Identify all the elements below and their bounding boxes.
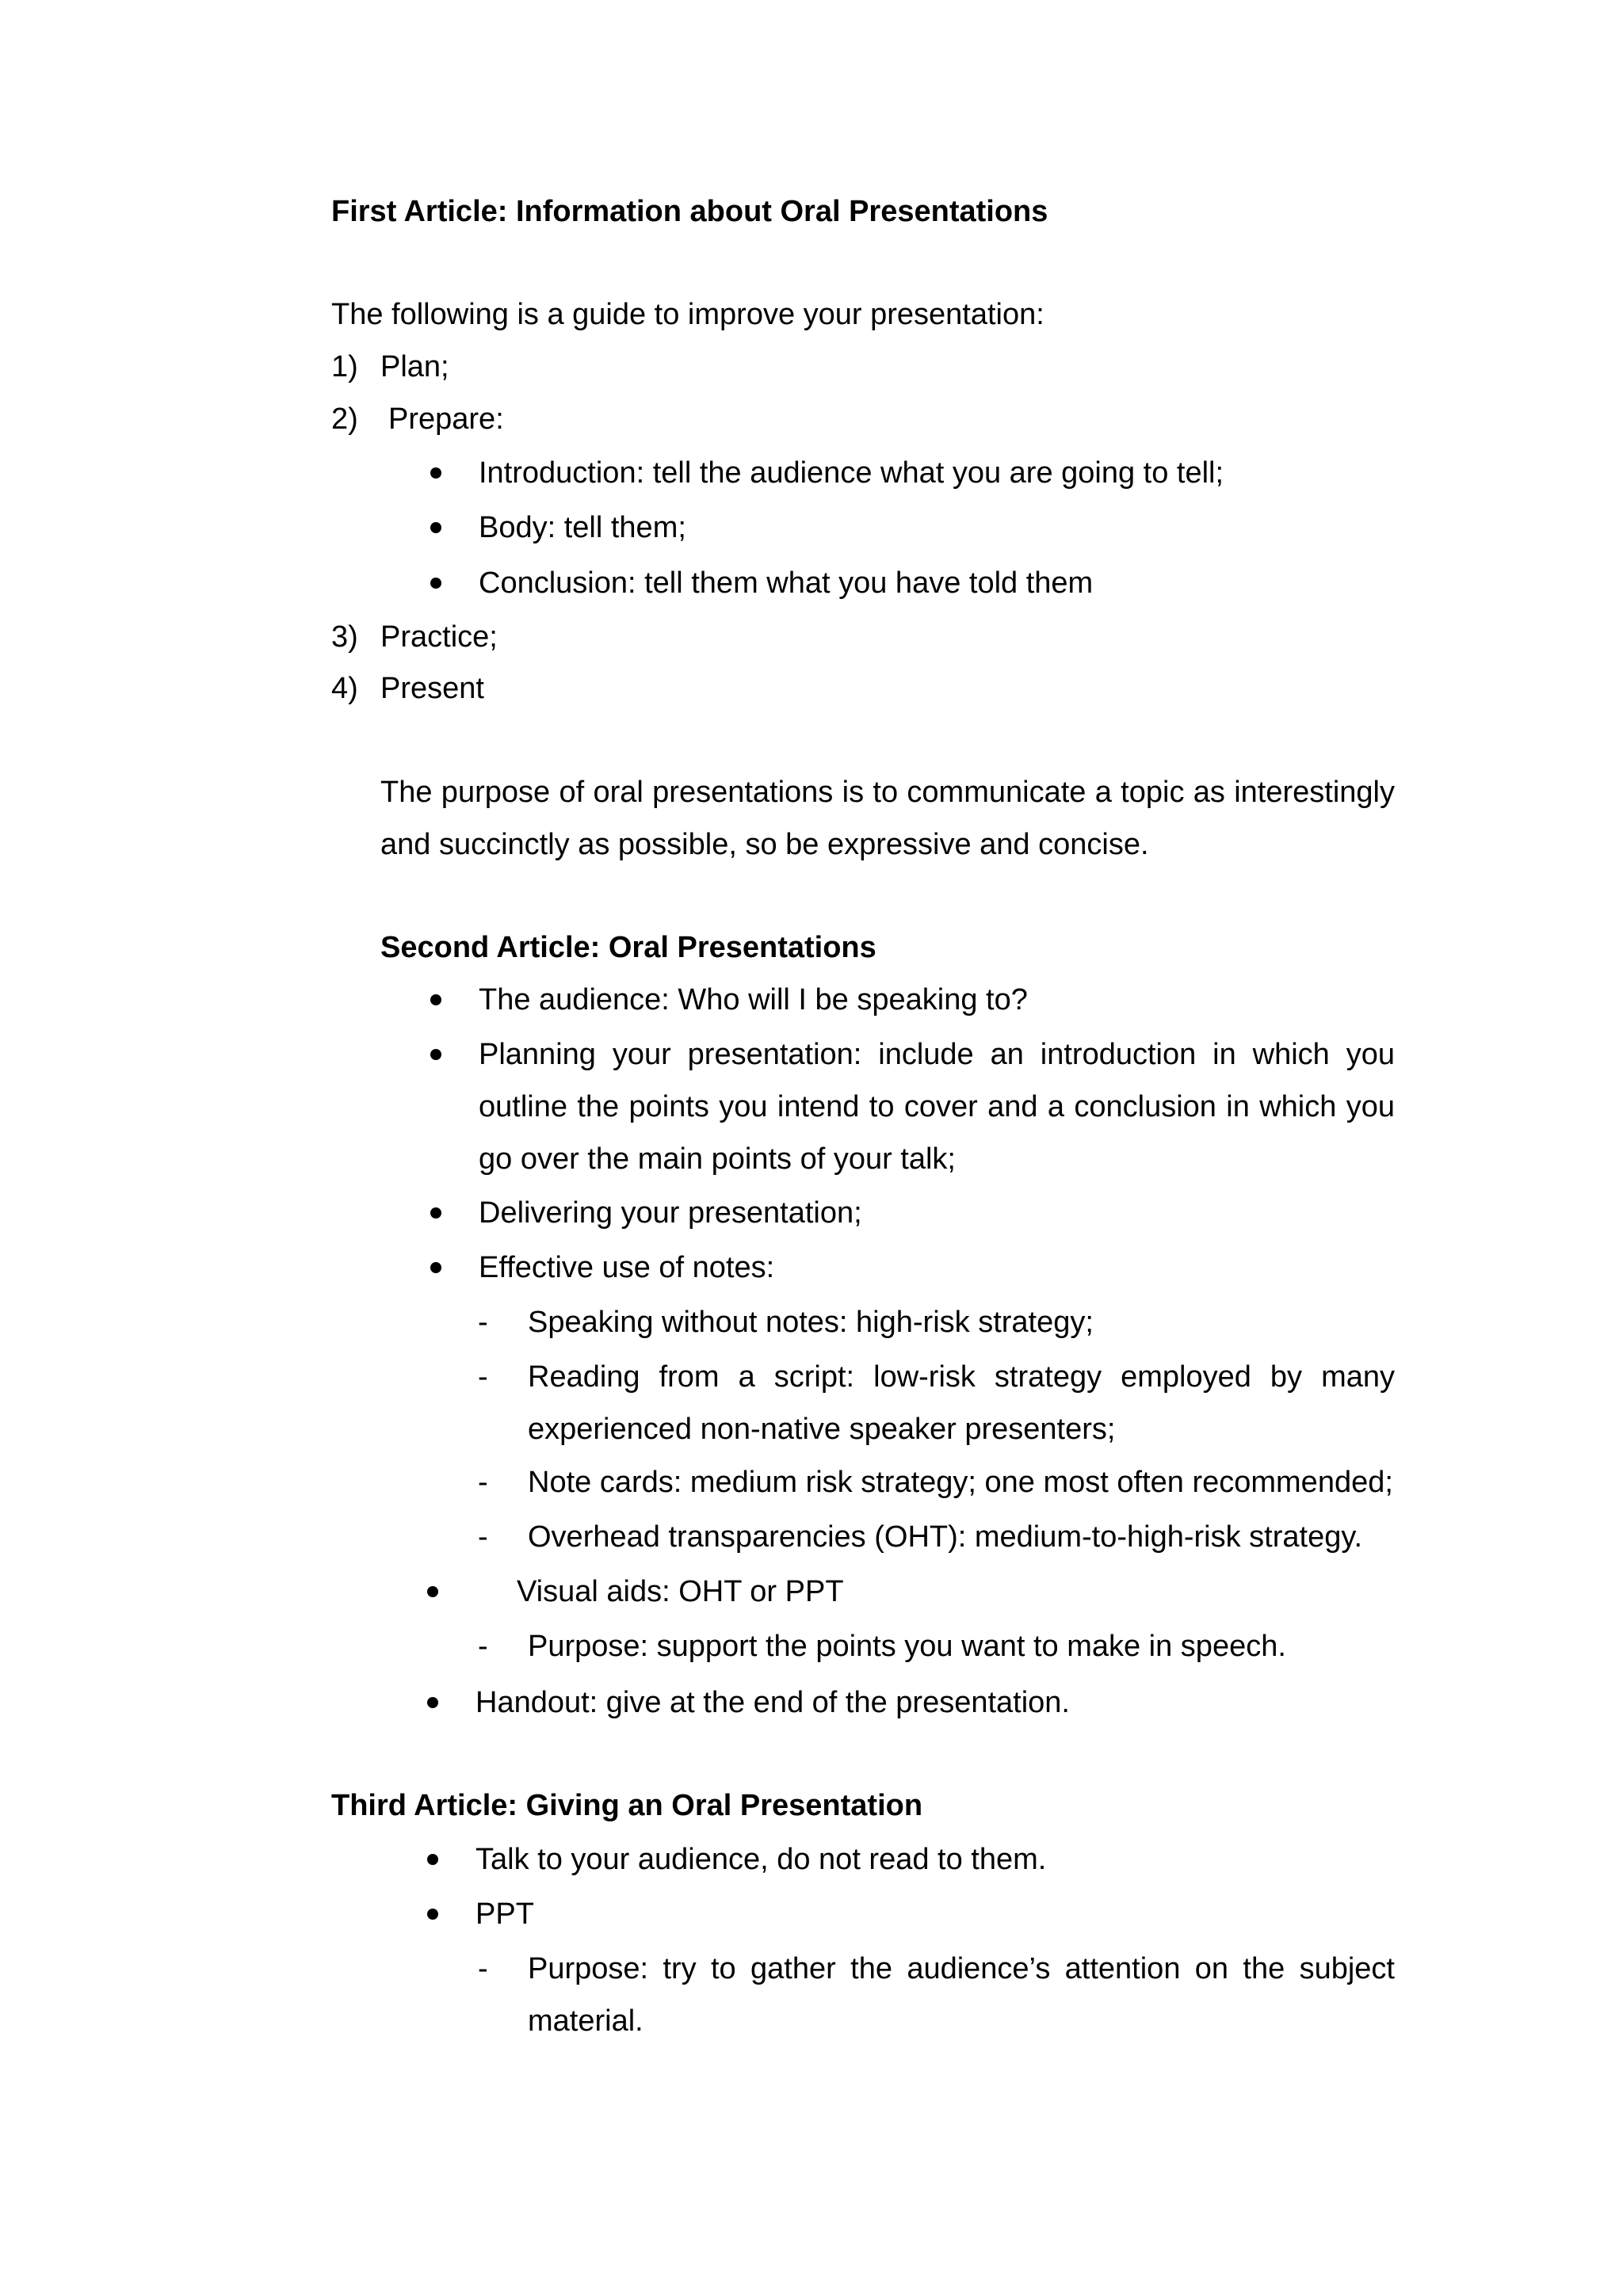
- prepare-introduction: Introduction: tell the audience what you are going to tell;: [479, 456, 1224, 490]
- visual-aids-item: Visual aids: OHT or PPT: [517, 1575, 844, 1608]
- notes-script-line: experienced non-native speaker presenters;: [528, 1413, 1116, 1446]
- step-number: 1): [331, 350, 358, 383]
- bullet-icon: [427, 1586, 438, 1597]
- ppt-item: PPT: [475, 1897, 534, 1931]
- ppt-purpose-line: material.: [528, 2004, 643, 2038]
- second-article-heading: Second Article: Oral Presentations: [380, 931, 876, 964]
- talk-item: Talk to your audience, do not read to them.: [475, 1843, 1047, 1876]
- step-number: 4): [331, 672, 358, 705]
- prepare-conclusion: Conclusion: tell them what you have told them: [479, 566, 1094, 600]
- bullet-icon: [430, 467, 441, 479]
- step-plan: Plan;: [380, 350, 449, 383]
- planning-item-line: Planning your presentation: include an introduction in which you: [479, 1038, 1395, 1071]
- planning-item-line: go over the main points of your talk;: [479, 1142, 956, 1176]
- first-article-heading: First Article: Information about Oral Presentations: [331, 195, 1048, 228]
- handout-item: Handout: give at the end of the presentation.: [475, 1686, 1070, 1719]
- step-practice: Practice;: [380, 620, 498, 654]
- prepare-body: Body: tell them;: [479, 511, 686, 544]
- bullet-icon: [430, 1207, 441, 1219]
- notes-without: Speaking without notes: high-risk strategy;: [528, 1306, 1094, 1339]
- audience-item: The audience: Who will I be speaking to?: [479, 983, 1028, 1016]
- ppt-purpose-line: Purpose: try to gather the audience’s attention on the subject: [528, 1952, 1395, 1985]
- dash-marker: -: [478, 1952, 488, 1985]
- bullet-icon: [427, 1697, 438, 1708]
- purpose-paragraph-line: and succinctly as possible, so be expressive and concise.: [380, 828, 1149, 861]
- dash-marker: -: [478, 1520, 488, 1554]
- bullet-icon: [427, 1909, 438, 1920]
- delivering-item: Delivering your presentation;: [479, 1196, 862, 1230]
- third-article-heading: Third Article: Giving an Oral Presentation: [331, 1789, 923, 1822]
- bullet-icon: [427, 1854, 438, 1865]
- step-number: 3): [331, 620, 358, 654]
- guide-intro: The following is a guide to improve your presentation:: [331, 298, 1044, 331]
- purpose-paragraph-line: The purpose of oral presentations is to communicate a topic as interestingly: [380, 776, 1395, 809]
- planning-item-line: outline the points you intend to cover and a conclusion in which you: [479, 1090, 1395, 1123]
- bullet-icon: [430, 522, 441, 533]
- dash-marker: -: [478, 1466, 488, 1499]
- notes-oht: Overhead transparencies (OHT): medium-to-high-risk strategy.: [528, 1520, 1363, 1554]
- bullet-icon: [430, 994, 441, 1005]
- dash-marker: -: [478, 1306, 488, 1339]
- step-present: Present: [380, 672, 484, 705]
- step-prepare: Prepare:: [388, 402, 504, 436]
- bullet-icon: [430, 578, 441, 589]
- dash-marker: -: [478, 1360, 488, 1394]
- bullet-icon: [430, 1262, 441, 1273]
- notes-item: Effective use of notes:: [479, 1251, 775, 1284]
- notes-script-line: Reading from a script: low-risk strategy employed by many: [528, 1360, 1395, 1394]
- dash-marker: -: [478, 1630, 488, 1663]
- notes-cards: Note cards: medium risk strategy; one most often recommended;: [528, 1466, 1393, 1499]
- bullet-icon: [430, 1049, 441, 1060]
- step-number: 2): [331, 402, 358, 436]
- visual-aids-purpose: Purpose: support the points you want to make in speech.: [528, 1630, 1286, 1663]
